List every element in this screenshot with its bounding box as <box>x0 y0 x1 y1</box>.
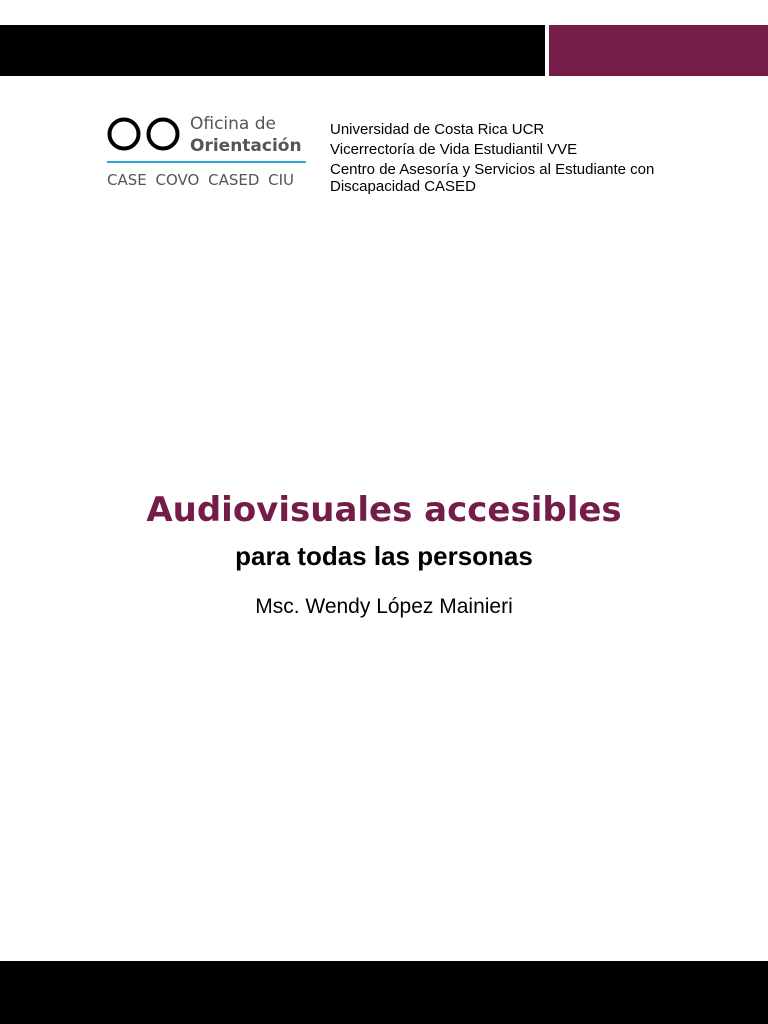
institution-block <box>330 121 730 195</box>
oficina-orientacion-logo <box>107 112 312 194</box>
logo-units: CASE COVO CASED CIU <box>107 171 295 189</box>
institution-vice-rectory: Vicerrectoría de Vida Estudiantil VVE <box>330 141 578 158</box>
logo-divider <box>107 161 306 163</box>
double-circle-logo-icon <box>107 116 183 152</box>
institution-university: Universidad de Costa Rica UCR <box>330 121 545 138</box>
top-bar-accent <box>549 25 768 76</box>
logo-title-line2: Orientación <box>190 136 302 156</box>
institution-center-line2: Discapacidad CASED <box>330 178 476 195</box>
institution-center-line1: Centro de Asesoría y Servicios al Estudiante con <box>330 161 655 178</box>
top-bar-black <box>0 25 545 76</box>
bottom-bar <box>0 961 768 1024</box>
logo-title-line1: Oficina de <box>190 114 277 134</box>
document-title: Audiovisuales accesibles <box>146 490 622 530</box>
document-author: Msc. Wendy López Mainieri <box>255 595 513 618</box>
document-subtitle: para todas las personas <box>235 541 533 571</box>
